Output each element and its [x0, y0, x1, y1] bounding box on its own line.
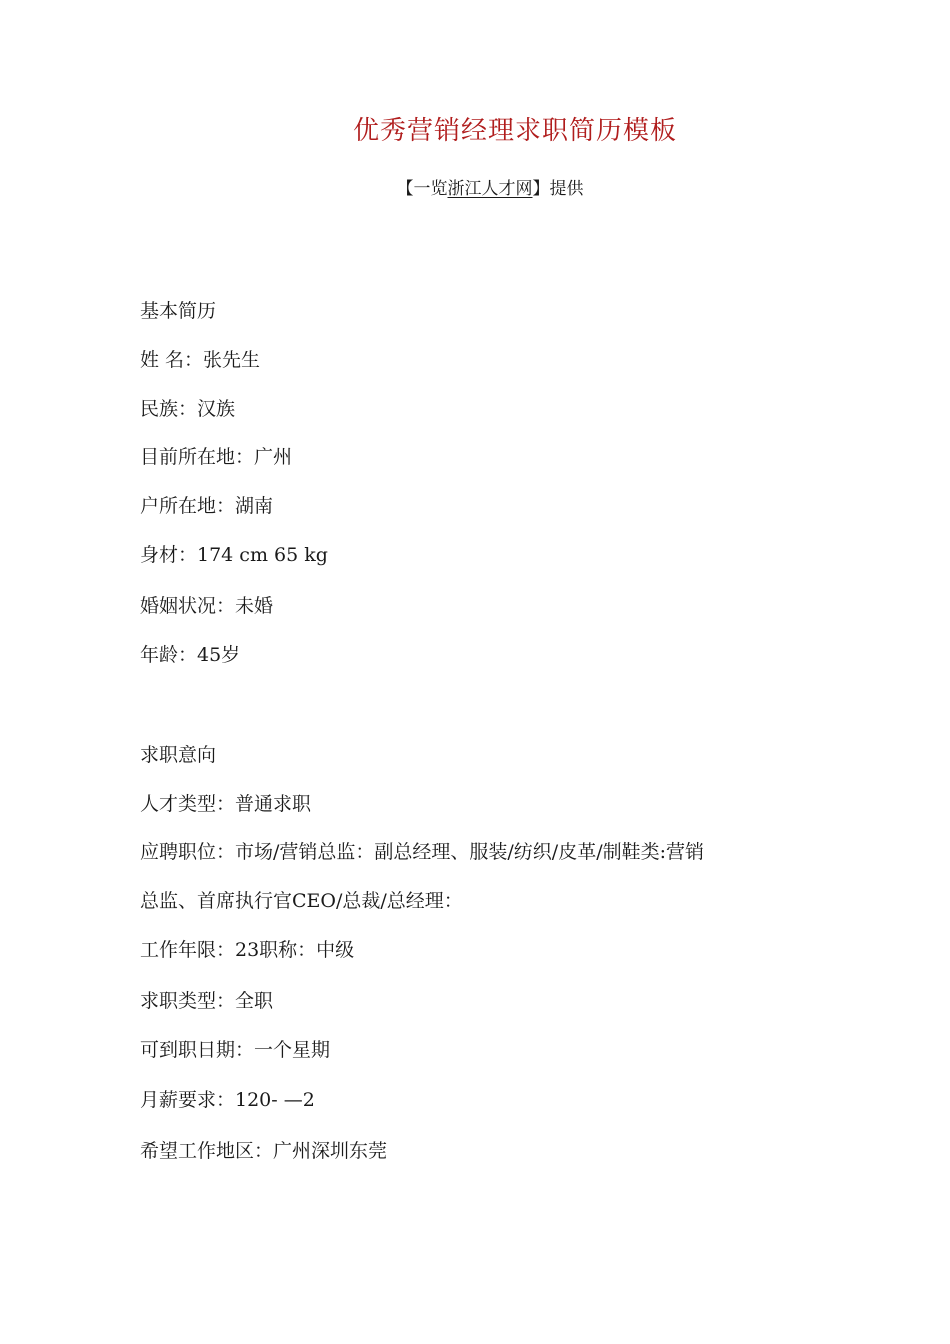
field-salary: 月薪要求：120- —2 — [140, 1089, 315, 1111]
credit-link[interactable]: 浙江人才网 — [447, 179, 533, 199]
credit-line — [0, 176, 950, 202]
field-marital: 婚姻状况：未婚 — [140, 595, 274, 617]
field-position-line1: 应聘职位：市场/营销总监：副总经理、服装/纺织/皮革/制鞋类:营销 — [140, 841, 705, 863]
field-name: 姓 名：张先生 — [140, 349, 261, 371]
field-current-location: 目前所在地：广州 — [140, 446, 293, 468]
credit-open: 【一览 — [396, 179, 448, 199]
field-hukou: 户所在地：湖南 — [140, 495, 274, 517]
document-title: 优秀营销经理求职简历模板 — [352, 116, 677, 146]
field-job-type: 求职类型：全职 — [140, 990, 274, 1012]
field-position-line2: 总监、首席执行官CEO/总裁/总经理： — [140, 890, 463, 912]
section-heading-intention: 求职意向 — [140, 744, 217, 766]
section-heading-basic: 基本简历 — [140, 300, 217, 322]
field-age: 年龄：45岁 — [140, 644, 241, 666]
field-years-title: 工作年限：23职称：中级 — [140, 939, 355, 961]
field-available: 可到职日期：一个星期 — [140, 1039, 331, 1061]
field-region: 希望工作地区：广州深圳东莞 — [140, 1140, 388, 1162]
field-body: 身材：174 cm 65 kg — [140, 544, 328, 566]
credit-close: 】提供 — [532, 179, 584, 199]
field-ethnicity: 民族：汉族 — [140, 398, 236, 420]
field-talent-type: 人才类型：普通求职 — [140, 793, 312, 815]
